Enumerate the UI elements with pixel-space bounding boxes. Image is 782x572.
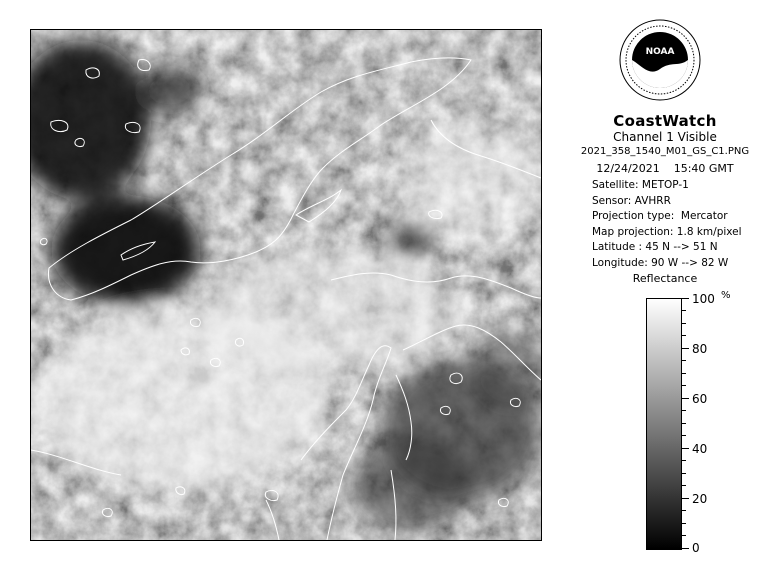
latitude-info: Latitude : 45 N --> 51 N <box>592 241 718 254</box>
file-name: 2021_358_1540_M01_GS_C1.PNG <box>580 146 750 157</box>
tick-mark <box>682 498 689 499</box>
tick-mark <box>682 348 689 349</box>
date-time: 12/24/2021 15:40 GMT <box>596 162 734 175</box>
channel-name: Channel 1 Visible <box>613 130 717 144</box>
tick-mark <box>682 298 689 299</box>
tick-label-40: 40 <box>692 442 708 456</box>
longitude-info: Longitude: 90 W --> 82 W <box>592 256 729 269</box>
minor-tick <box>682 460 686 461</box>
minor-tick <box>682 410 686 411</box>
minor-tick <box>682 510 686 511</box>
tick-label-80: 80 <box>692 342 708 356</box>
tick-label-60: 60 <box>692 392 708 406</box>
product-title: CoastWatch <box>613 112 717 130</box>
legend-unit: % <box>721 290 731 301</box>
sensor-info: Sensor: AVHRR <box>592 194 671 207</box>
reflectance-colorbar <box>646 298 682 550</box>
legend-title: Reflectance <box>632 272 698 285</box>
map-projection-info: Map projection: 1.8 km/pixel <box>592 225 742 238</box>
minor-tick <box>682 323 686 324</box>
minor-tick <box>682 385 686 386</box>
tick-label-20: 20 <box>692 492 708 506</box>
minor-tick <box>682 335 686 336</box>
minor-tick <box>682 360 686 361</box>
tick-label-100: 100 <box>692 292 715 306</box>
minor-tick <box>682 373 686 374</box>
logo-text: NOAA <box>645 47 675 57</box>
minor-tick <box>682 535 686 536</box>
satellite-image-svg <box>31 30 541 540</box>
minor-tick <box>682 423 686 424</box>
minor-tick <box>682 435 686 436</box>
minor-tick <box>682 473 686 474</box>
satellite-image <box>30 29 542 541</box>
projection-type-info: Projection type: Mercator <box>592 210 728 223</box>
satellite-info: Satellite: METOP-1 <box>592 179 689 191</box>
noaa-logo-icon <box>619 19 701 101</box>
minor-tick <box>682 523 686 524</box>
tick-mark <box>682 548 689 549</box>
tick-mark <box>682 448 689 449</box>
metadata-list <box>592 178 742 272</box>
tick-label-0: 0 <box>692 541 700 555</box>
minor-tick <box>682 310 686 311</box>
tick-mark <box>682 398 689 399</box>
minor-tick <box>682 485 686 486</box>
